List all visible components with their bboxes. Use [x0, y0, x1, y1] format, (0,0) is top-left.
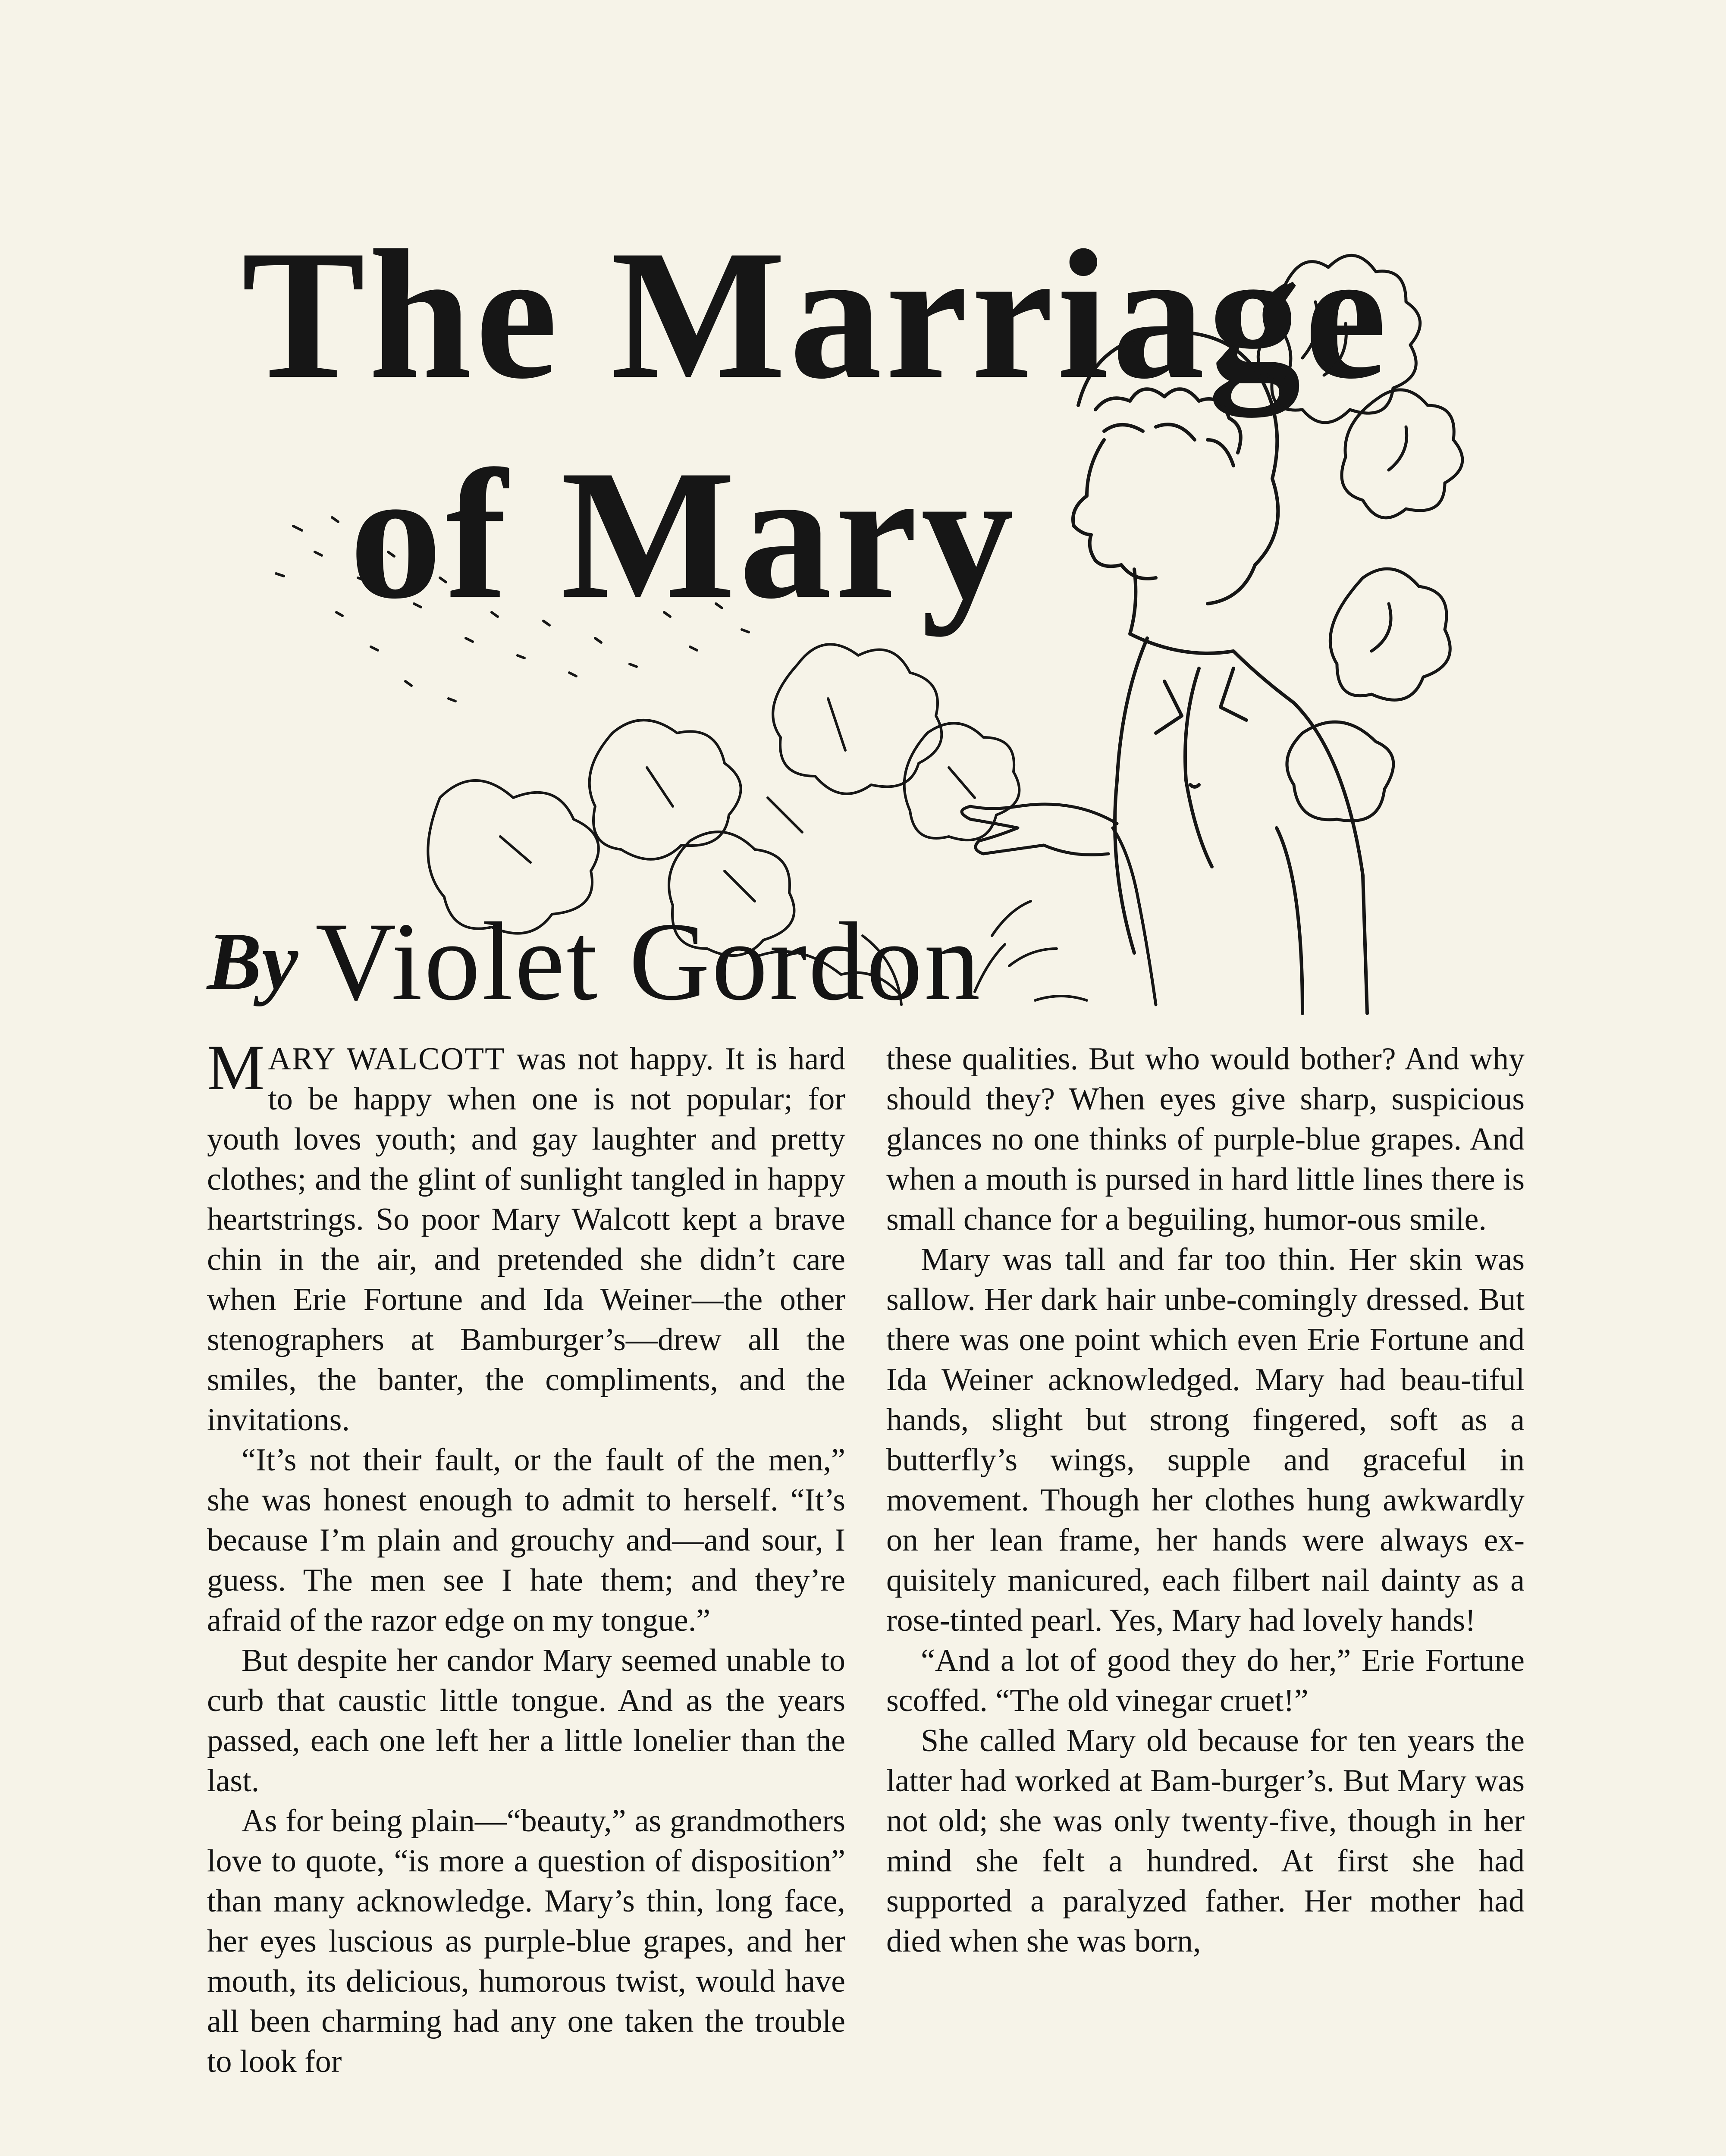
floating-seeds: [276, 517, 749, 701]
opening-small-caps: ARY WALCOTT: [268, 1041, 505, 1077]
paragraph-6: “And a lot of good they do her,” Erie Fortune scoffed. “The old vinegar cruet!”: [886, 1643, 1525, 1718]
paragraph-1-text: was not happy. It is hard to be happy when one is not popular; for youth loves youth; and gay laughter and pretty clothes; and the glint of sunlight tangled in happy heartstrings. So poor Mary Walcott kept a brave chin in the air, and pretended she didn’t care when Erie Fortune and Ida Weiner—the other stenographers at Bamburger’s—drew all the smiles, the banter, the compliments, and the invitations.: [207, 1041, 845, 1438]
drop-cap: M: [207, 1039, 265, 1103]
foliage-right: [1258, 255, 1462, 821]
paragraph-4-continued: these qualities. But who would bother? And why should they? When eyes give sharp, suspicious glances no one thinks of purple-blue grapes. And when a mouth is pursed in hard little lines there is small chance for a beguiling, humor-ous smile.: [886, 1041, 1525, 1237]
woman-figure: [1073, 332, 1367, 1013]
woman-hand: [962, 804, 1156, 1005]
byline: [207, 888, 982, 1044]
article-title-line-1: The Marriage: [242, 212, 1390, 417]
article-body: [207, 1039, 1525, 2156]
byline-prefix: By: [207, 916, 298, 1007]
paragraph-3: But despite her candor Mary seemed unable to curb that caustic little tongue. And as the years passed, each one left her a little lonelier than the last.: [207, 1643, 845, 1799]
right-column: [886, 1039, 1525, 2156]
paragraph-4: As for being plain—“beauty,” as grandmothers love to quote, “is more a question of disposition” than many acknowledge. Mary’s thin, long face, her eyes luscious as purple-blue grapes, and her mouth, its delicious, humorous twist, would have all been charming had any one taken the trouble to look for: [207, 1803, 845, 2079]
article-title-line-2: of Mary: [349, 432, 1017, 637]
paragraph-5: Mary was tall and far too thin. Her skin was sallow. Her dark hair unbe-comingly dressed. But there was one point which even Erie Fortune and Ida Weiner acknowledged. Mary had beau-tiful hands, slight but strong fingered, soft as a butterfly’s wings, supple and graceful in movement. Though her clothes hung awkwardly on her lean frame, her hands were always ex-quisitely manicured, each filbert nail dainty as a rose-tinted pearl. Yes, Mary had lovely hands!: [886, 1242, 1525, 1638]
paragraph-7: She called Mary old because for ten years the latter had worked at Bam-burger’s. But Mary was not old; she was only twenty-five, though in her mind she felt a hundred. At first she had supported a paralyzed father. Her mother had died when she was born,: [886, 1723, 1525, 1959]
author-name: Violet Gordon: [315, 899, 982, 1024]
left-column: [207, 1039, 845, 2156]
paragraph-1: [207, 1039, 845, 1440]
paragraph-2: “It’s not their fault, or the fault of the men,” she was honest enough to admit to herself. “It’s because I’m plain and grouchy and—and sour, I guess. The men see I hate them; and they’re afraid of the razor edge on my tongue.”: [207, 1442, 845, 1638]
ground-stems: [975, 901, 1087, 1000]
